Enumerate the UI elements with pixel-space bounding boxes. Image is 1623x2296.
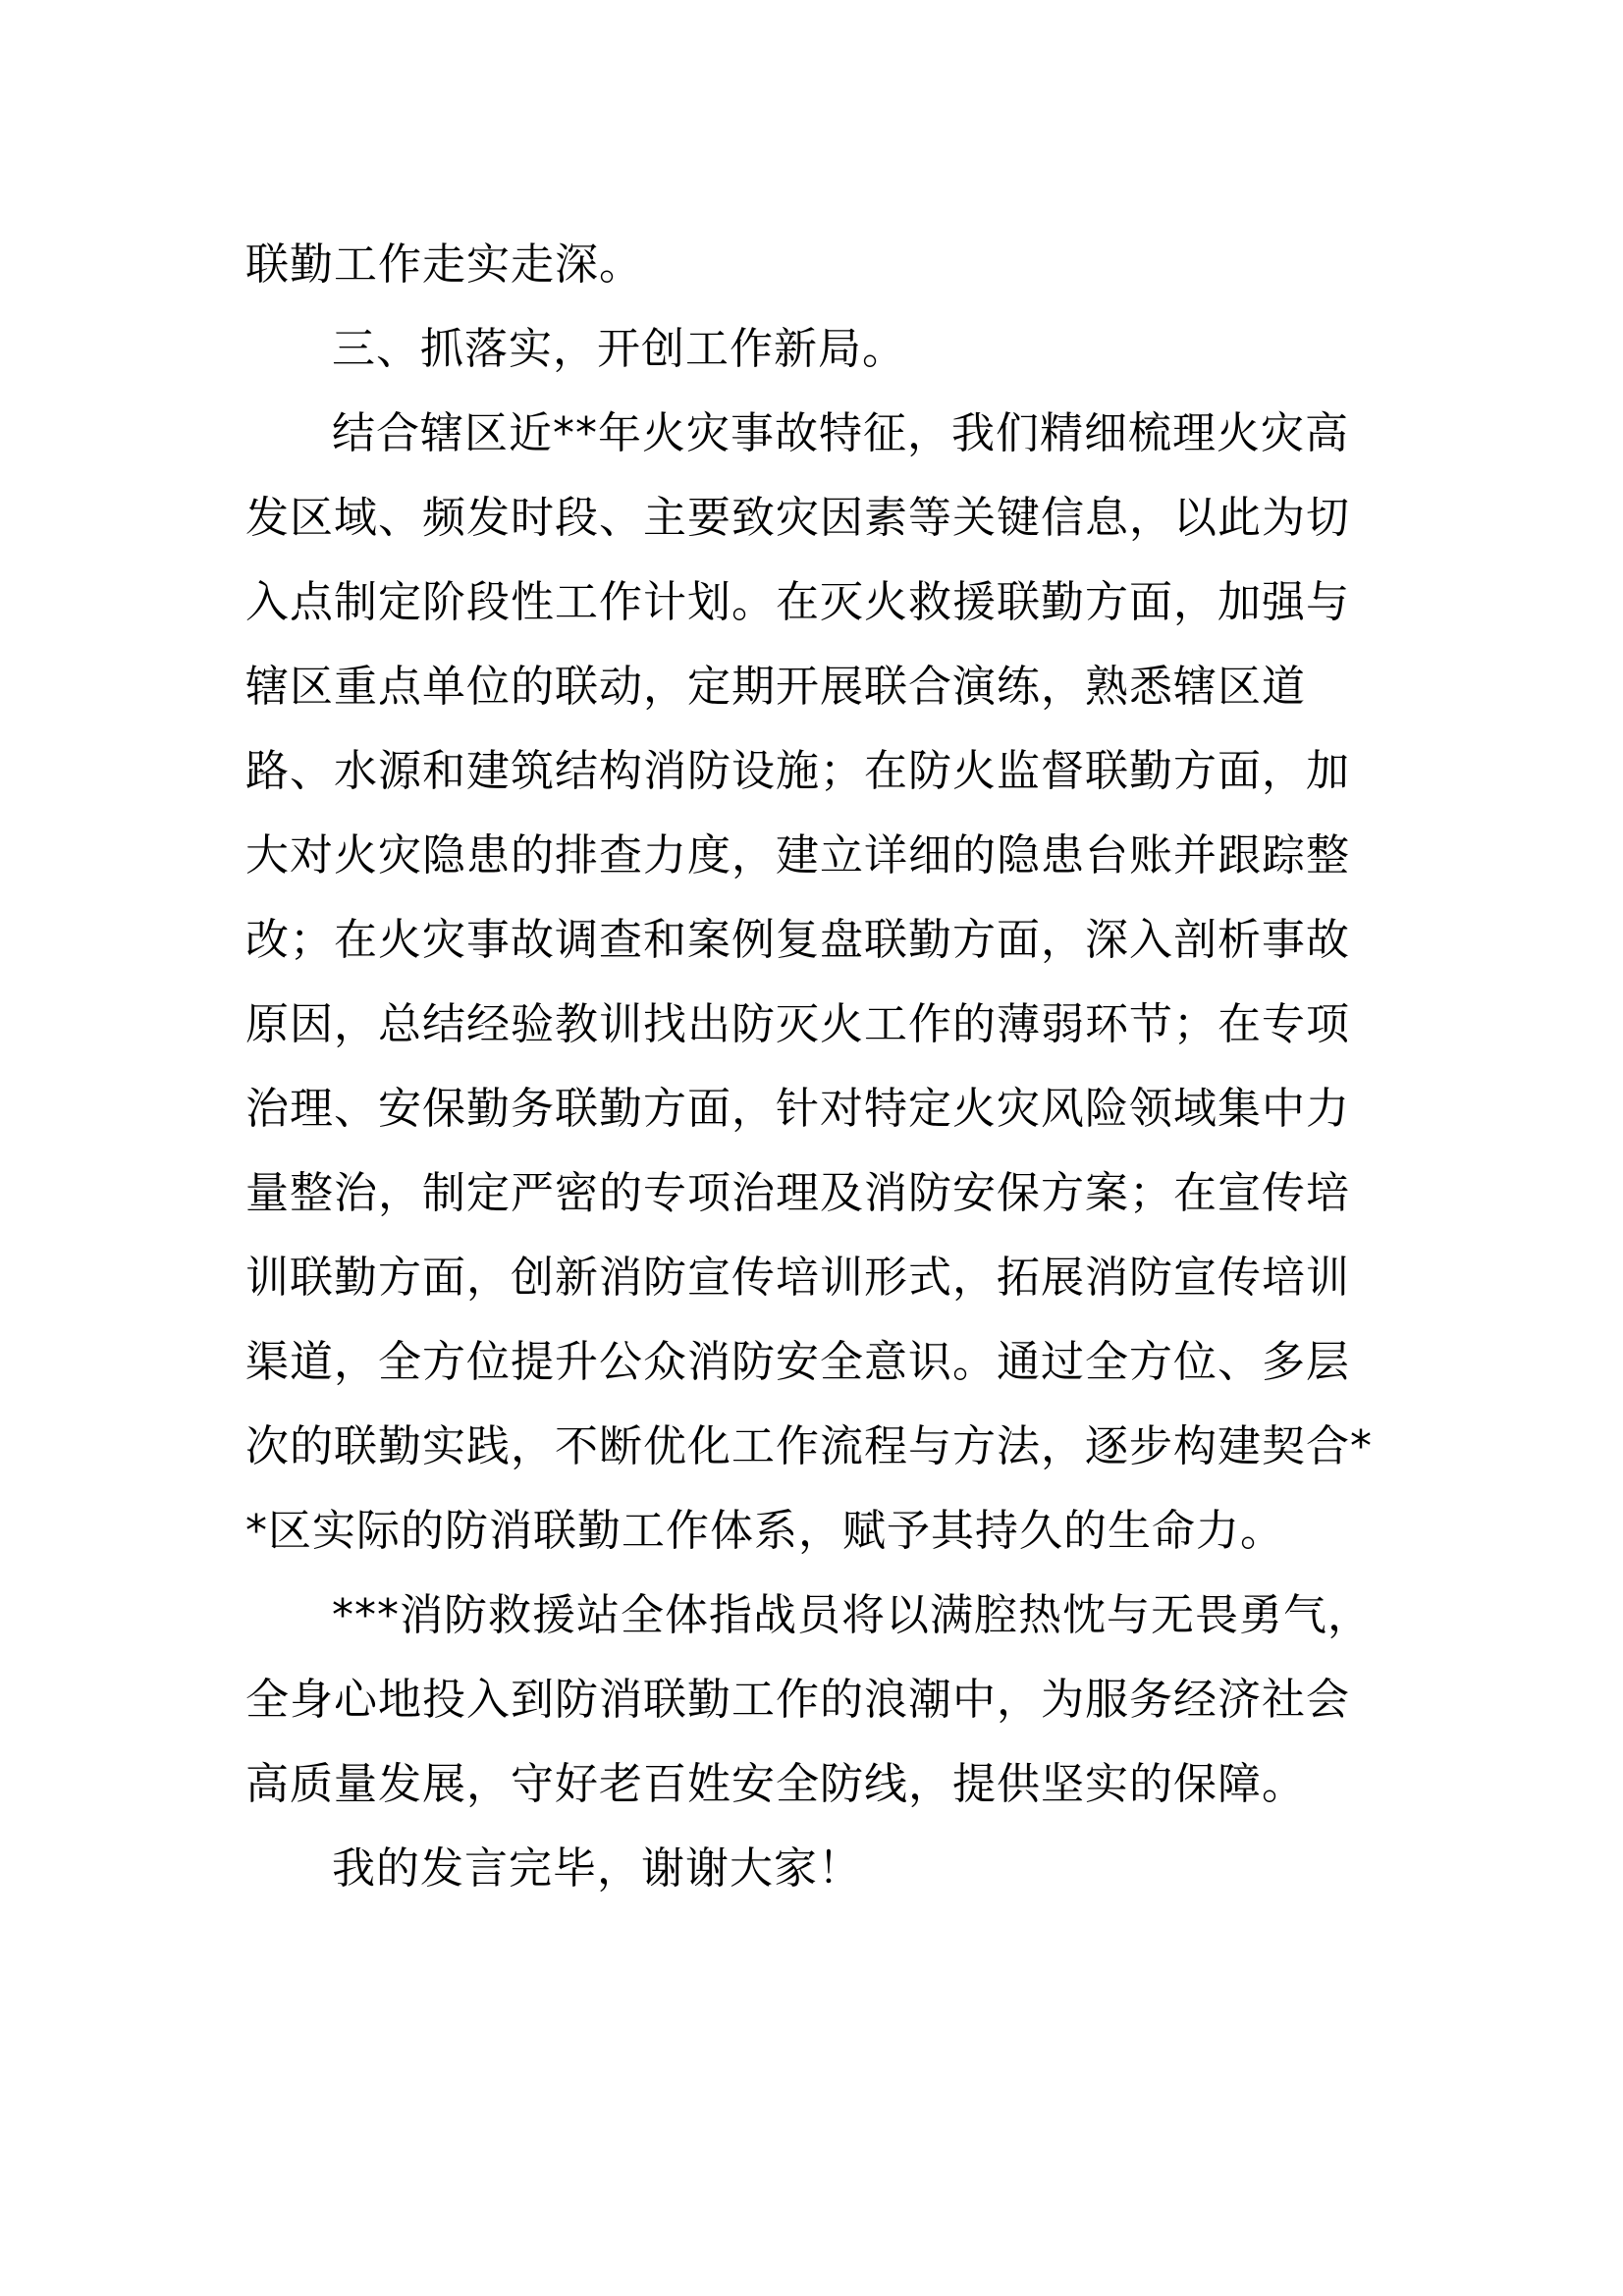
section-heading: 三、抓落实，开创工作新局。 [332, 324, 906, 374]
text-line: 渠道，全方位提升公众消防安全意识。通过全方位、多层 [245, 1337, 1350, 1387]
text-line: 联勤工作走实走深。 [245, 240, 643, 290]
text-line: 路、水源和建筑结构消防设施；在防火监督联勤方面，加 [245, 746, 1350, 796]
text-line: 次的联勤实践，不断优化工作流程与方法，逐步构建契合* [245, 1421, 1373, 1471]
text-line: 辖区重点单位的联动，定期开展联合演练，熟悉辖区道 [245, 662, 1306, 712]
closing-line: 我的发言完毕，谢谢大家！ [332, 1843, 862, 1894]
text-line: 治理、安保勤务联勤方面，针对特定火灾风险领域集中力 [245, 1084, 1350, 1134]
text-line: 发区域、频发时段、主要致灾因素等关键信息，以此为切 [245, 493, 1350, 543]
text-line: 高质量发展，守好老百姓安全防线，提供坚实的保障。 [245, 1759, 1306, 1809]
text-line: 结合辖区近**年火灾事故特征，我们精细梳理火灾高 [332, 408, 1349, 458]
text-line: *区实际的防消联勤工作体系，赋予其持久的生命力。 [245, 1506, 1284, 1556]
text-line: ***消防救援站全体指战员将以满腔热忱与无畏勇气， [332, 1590, 1372, 1640]
text-line: 全身心地投入到防消联勤工作的浪潮中，为服务经济社会 [245, 1675, 1350, 1725]
text-line: 改；在火灾事故调查和案例复盘联勤方面，深入剖析事故 [245, 915, 1350, 965]
text-line: 量整治，制定严密的专项治理及消防安保方案；在宣传培 [245, 1168, 1350, 1218]
text-line: 大对火灾隐患的排查力度，建立详细的隐患台账并跟踪整 [245, 830, 1350, 881]
text-line: 入点制定阶段性工作计划。在灭火救援联勤方面，加强与 [245, 577, 1350, 627]
text-line: 训联勤方面，创新消防宣传培训形式，拓展消防宣传培训 [245, 1253, 1350, 1303]
text-line: 原因，总结经验教训找出防灭火工作的薄弱环节；在专项 [245, 999, 1350, 1049]
